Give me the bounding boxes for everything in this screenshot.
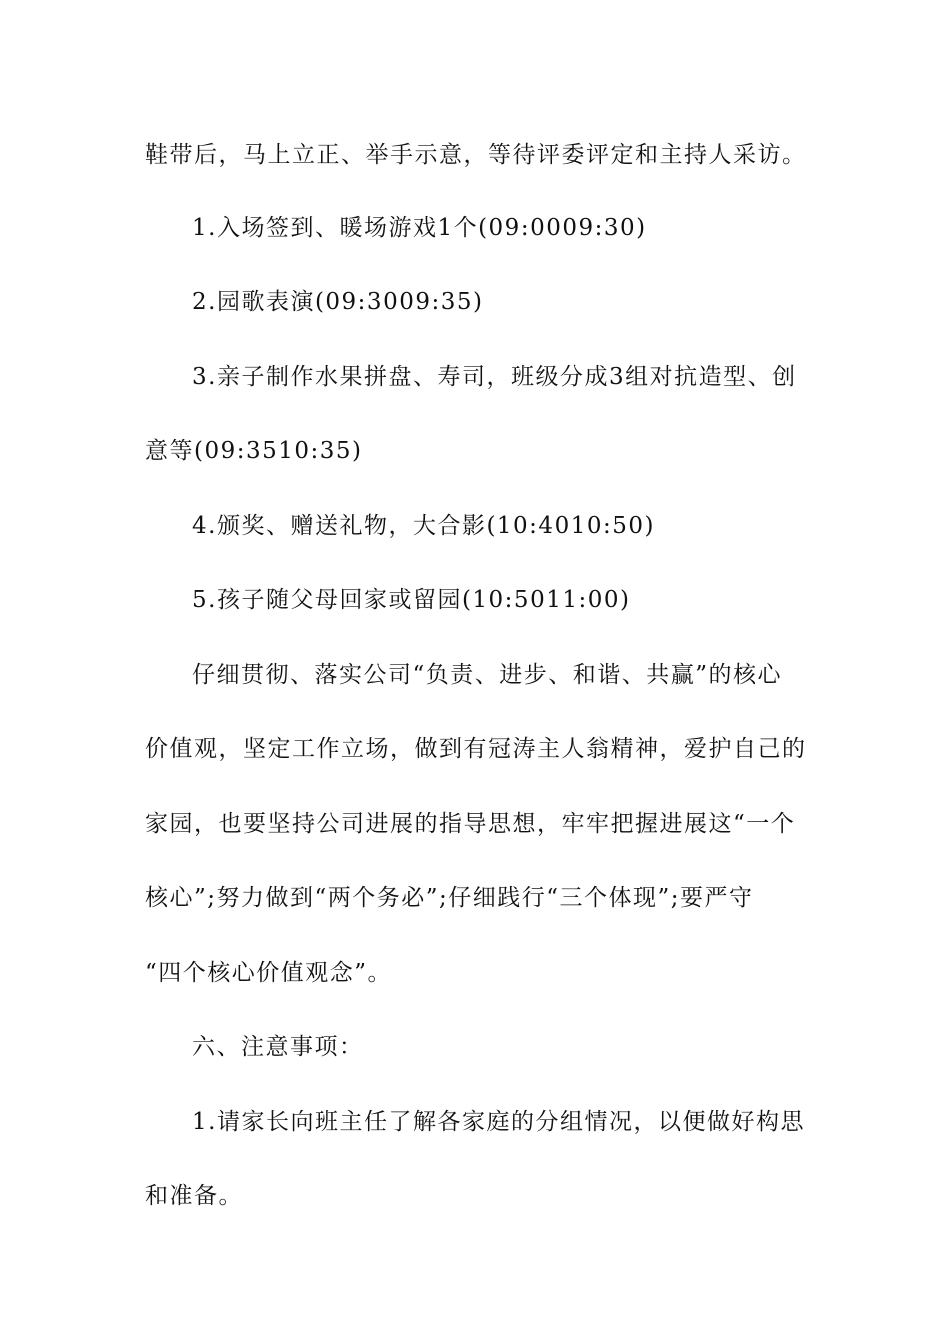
paragraph-line: 鞋带后，马上立正、举手示意，等待评委评定和主持人采访。	[145, 142, 807, 168]
schedule-item-2: 2.园歌表演(09:3009:35)	[192, 289, 484, 315]
paragraph-line: 家园，也要坚持公司进展的指导思想，牢牢把握进展这“一个	[145, 811, 796, 837]
notice-item-1: 1.请家长向班主任了解各家庭的分组情况，以便做好构思	[192, 1109, 805, 1135]
notice-item-1-continued: 和准备。	[145, 1183, 243, 1209]
paragraph-line: 核心”;努力做到“两个务必”;仔细践行“三个体现”;要严守	[145, 885, 754, 911]
schedule-item-4: 4.颁奖、赠送礼物，大合影(10:4010:50)	[192, 513, 655, 539]
section-heading: 六、注意事项：	[192, 1034, 364, 1060]
schedule-item-3: 3.亲子制作水果拼盘、寿司，班级分成3组对抗造型、创	[192, 364, 797, 390]
paragraph-line: “四个核心价值观念”。	[145, 960, 393, 986]
paragraph-line: 仔细贯彻、落实公司“负责、进步、和谐、共赢”的核心	[192, 662, 783, 688]
paragraph-line: 价值观，坚定工作立场，做到有冠涛主人翁精神，爱护自己的	[145, 736, 807, 762]
schedule-item-1: 1.入场签到、暖场游戏1个(09:0009:30)	[192, 215, 647, 241]
schedule-item-5: 5.孩子随父母回家或留园(10:5011:00)	[192, 587, 631, 613]
schedule-item-3-continued: 意等(09:3510:35)	[145, 438, 363, 464]
